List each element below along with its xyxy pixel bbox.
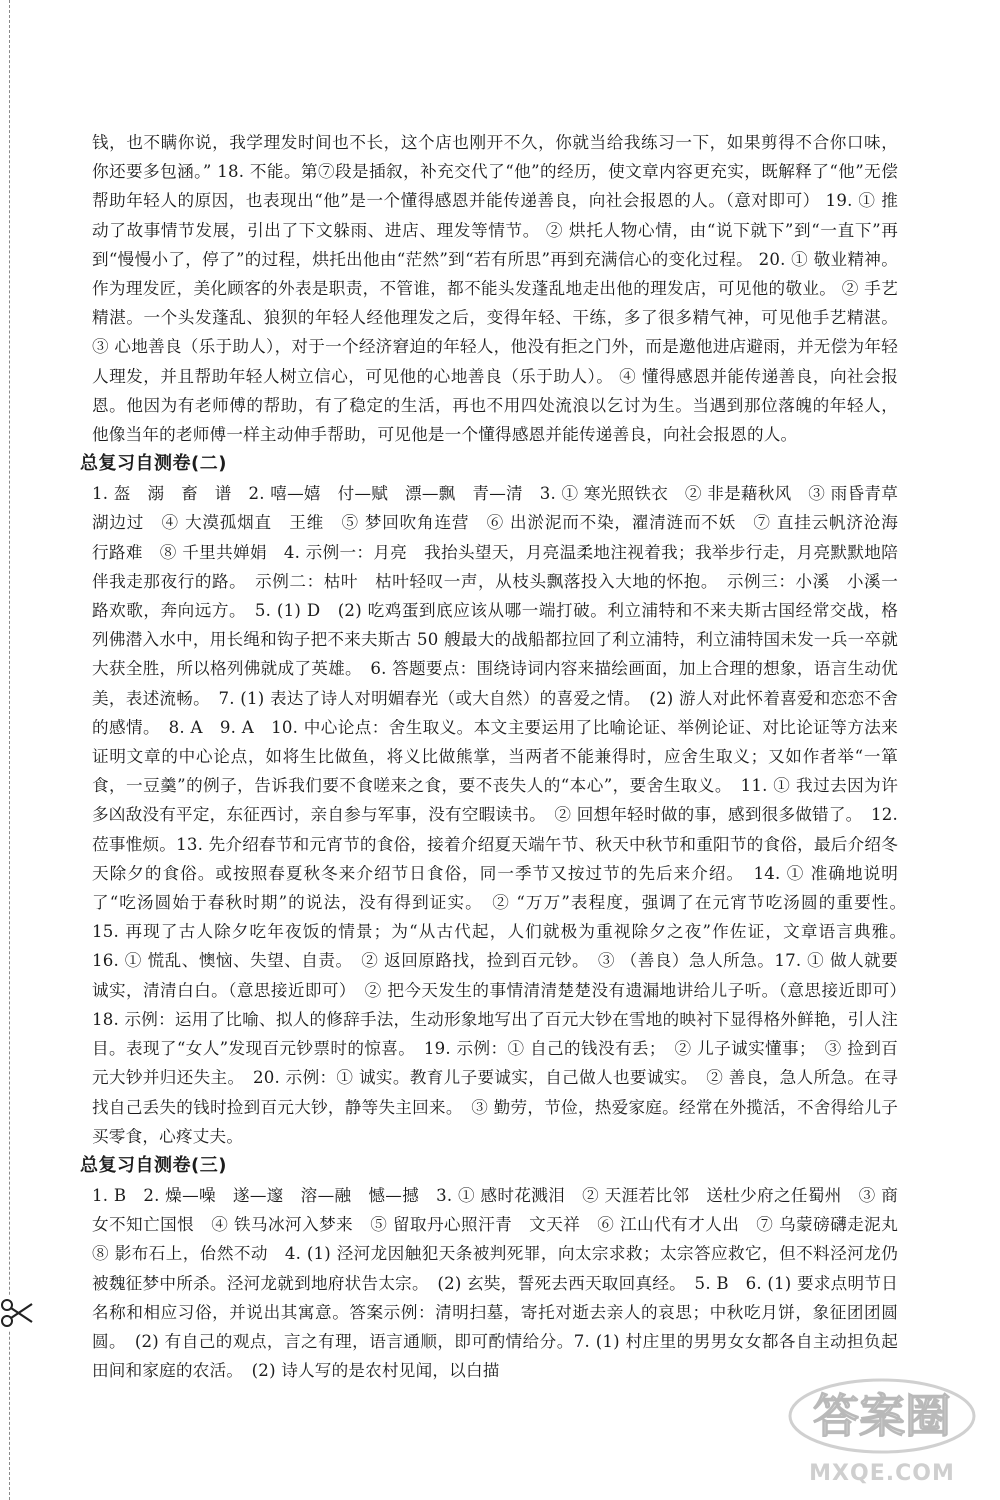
section-2-answers: 1. 盔 溺 畜 谱 2. 嘻—嬉 付—赋 漂—飘 青—清 3. ① 寒光照铁衣 ② 非是藉秋风 ③ 雨昏青草湖边过 ④ 大漠孤烟直 王维 ⑤ 梦回吹角连营 ⑥ 出淤泥而不染，濯清涟而不妖 ⑦ 直挂云帆济沧海 行路难 ⑧ 千里共婵娟 4. 示例一：月亮 我抬头望天，月亮温柔地注视着我；我举步行走，月亮默默地陪伴我走那夜行的路。 示例二：枯叶 枯叶轻叹一声，从枝头飘落投入大地的怀抱。 示例三：小溪 小溪一路欢歌，奔向远方。 5. (1) D (2) 吃鸡蛋到底应该从哪一端打破。利立浦特和不来夫斯古国经常交战，格列佛潜入水中，用长绳和钩子把不来夫斯古 50 艘最大的战船都拉回了利立浦特，利立浦特国未发一兵一卒就大获全胜，所以格列佛就成了英雄。 6. 答题要点：围绕诗词内容来描绘画面，加上合理的想象，语言生动优美，表述流畅。 7. (1) 表达了诗人对明媚春光（或大自然）的喜爱之情。 (2) 游人对此怀着喜爱和恋恋不舍的感情。 8. A 9. A 10. 中心论点：舍生取义。本文主要运用了比喻论证、举例论证、对比论证等方法来证明文章的中心论点，如将生比做鱼，将义比做熊掌，当两者不能兼得时，应舍生取义；又如作者举“一箪食，一豆羹”的例子，告诉我们要不食嗟来之食，要不丧失人的“本心”，要舍生取义。 11. ① 我过去因为许多凶敌没有平定，东征西讨，亲自参与军事，没有空暇读书。 ② 回想年轻时做的事，感到很多做错了。 12. 莅事惟烦。13. 先介绍春节和元宵节的食俗，接着介绍夏天端午节、秋天中秋节和重阳节的食俗，最后介绍冬天除夕的食俗。或按照春夏秋冬来介绍节日食俗，同一季节又按过节的先后来介绍。 14. ① 准确地说明了“吃汤圆始于春秋时期”的说法，没有得到证实。 ② “万万”表程度，强调了在元宵节吃汤圆的重要性。 15. 再现了古人除夕吃年夜饭的情景；为“从古代起，人们就极为重视除夕之夜”作佐证，文章语言典雅。 16. ① 慌乱、懊恼、失望、自责。 ② 返回原路找，捡到百元钞。 ③ （善良）急人所急。17. ① 做人就要诚实，清清白白。（意思接近即可） ② 把今天发生的事情清清楚楚没有遗漏地讲给儿子听。（意思接近即可） 18. 示例：运用了比喻、拟人的修辞手法，生动形象地写出了百元大钞在雪地的映衬下显得格外鲜艳，引人注目。表现了“女人”发现百元钞票时的惊喜。 19. 示例：① 自己的钱没有丢； ② 儿子诚实懂事； ③ 捡到百元大钞并归还失主。 20. 示例：① 诚实。教育儿子要诚实，自己做人也要诚实。 ② 善良，急人所急。在寻找自己丢失的钱时捡到百元大钞，静等失主回来。 ③ 勤劳，节俭，热爱家庭。经常在外揽活，不舍得给儿子买零食，心疼丈夫。: [92, 484, 915, 1146]
scissors-icon: [0, 1296, 34, 1330]
watermark-logo-text: 答案圈: [813, 1389, 951, 1443]
cut-line: [9, 0, 10, 1500]
watermark-url: MXQE.COM: [809, 1461, 955, 1486]
watermark-logo-graphic: [782, 1368, 982, 1458]
answer-continued-paragraph: 钱，也不瞒你说，我学理发时间也不长，这个店也刚开不久，你就当给我练习一下，如果剪得不合你口味，你还要多包涵。” 18. 不能。第⑦段是插叙，补充交代了“他”的经历，使文章内容更充实，既解释了“他”无偿帮助年轻人的原因，也表现出“他”是一个懂得感恩并能传递善良，向社会报恩的人。（意对即可） 19. ① 推动了故事情节发展，引出了下文躲雨、进店、理发等情节。 ② 烘托人物心情，由“说下就下”到“一直下”再到“慢慢小了，停了”的过程，烘托出他由“茫然”到“若有所思”再到充满信心的变化过程。 20. ① 敬业精神。作为理发匠，美化顾客的外表是职责，不管谁，都不能头发蓬乱地走出他的理发店，可见他的敬业。 ② 手艺精湛。一个头发蓬乱、狼狈的年轻人经他理发之后，变得年轻、干练，多了很多精气神，可见他手艺精湛。 ③ 心地善良（乐于助人），对于一个经济窘迫的年轻人，他没有拒之门外，而是邀他进店避雨，并无偿为年轻人理发，并且帮助年轻人树立信心，可见他的心地善良（乐于助人）。 ④ 懂得感恩并能传递善良，向社会报恩。他因为有老师傅的帮助，有了稳定的生活，再也不用四处流浪以乞讨为生。当遇到那位落魄的年轻人，他像当年的老师傅一样主动伸手帮助，可见他是一个懂得感恩并能传递善良，向社会报恩的人。: [92, 133, 898, 445]
section-3-answers: 1. B 2. 燥—噪 遂—邃 溶—融 憾—撼 3. ① 感时花溅泪 ② 天涯若比邻 送杜少府之任蜀州 ③ 商女不知亡国恨 ④ 铁马冰河入梦来 ⑤ 留取丹心照汗青 文天祥 ⑥ 江山代有才人出 ⑦ 乌蒙磅礴走泥丸 ⑧ 影布石上，佁然不动 4. (1) 泾河龙因触犯天条被判死罪，向太宗求救；太宗答应救它，但不料泾河龙仍被魏征梦中所杀。泾河龙就到地府状告太宗。 (2) 玄奘，誓死去西天取回真经。 5. B 6. (1) 要求点明节日名称和相应习俗，并说出其寓意。答案示例：清明扫墓，寄托对逝去亲人的哀思；中秋吃月饼，象征团团圆圆。 (2) 有自己的观点，言之有理，语言通顺，即可酌情给分。7. (1) 村庄里的男男女女都各自主动担负起田间和家庭的农活。 (2) 诗人写的是农村见闻，以白描: [92, 1185, 915, 1381]
watermark-logo: [782, 1368, 982, 1486]
section-title-2: 总复习自测卷(二): [80, 453, 227, 475]
answer-content: [80, 128, 915, 1385]
section-title-3: 总复习自测卷(三): [80, 1154, 227, 1176]
